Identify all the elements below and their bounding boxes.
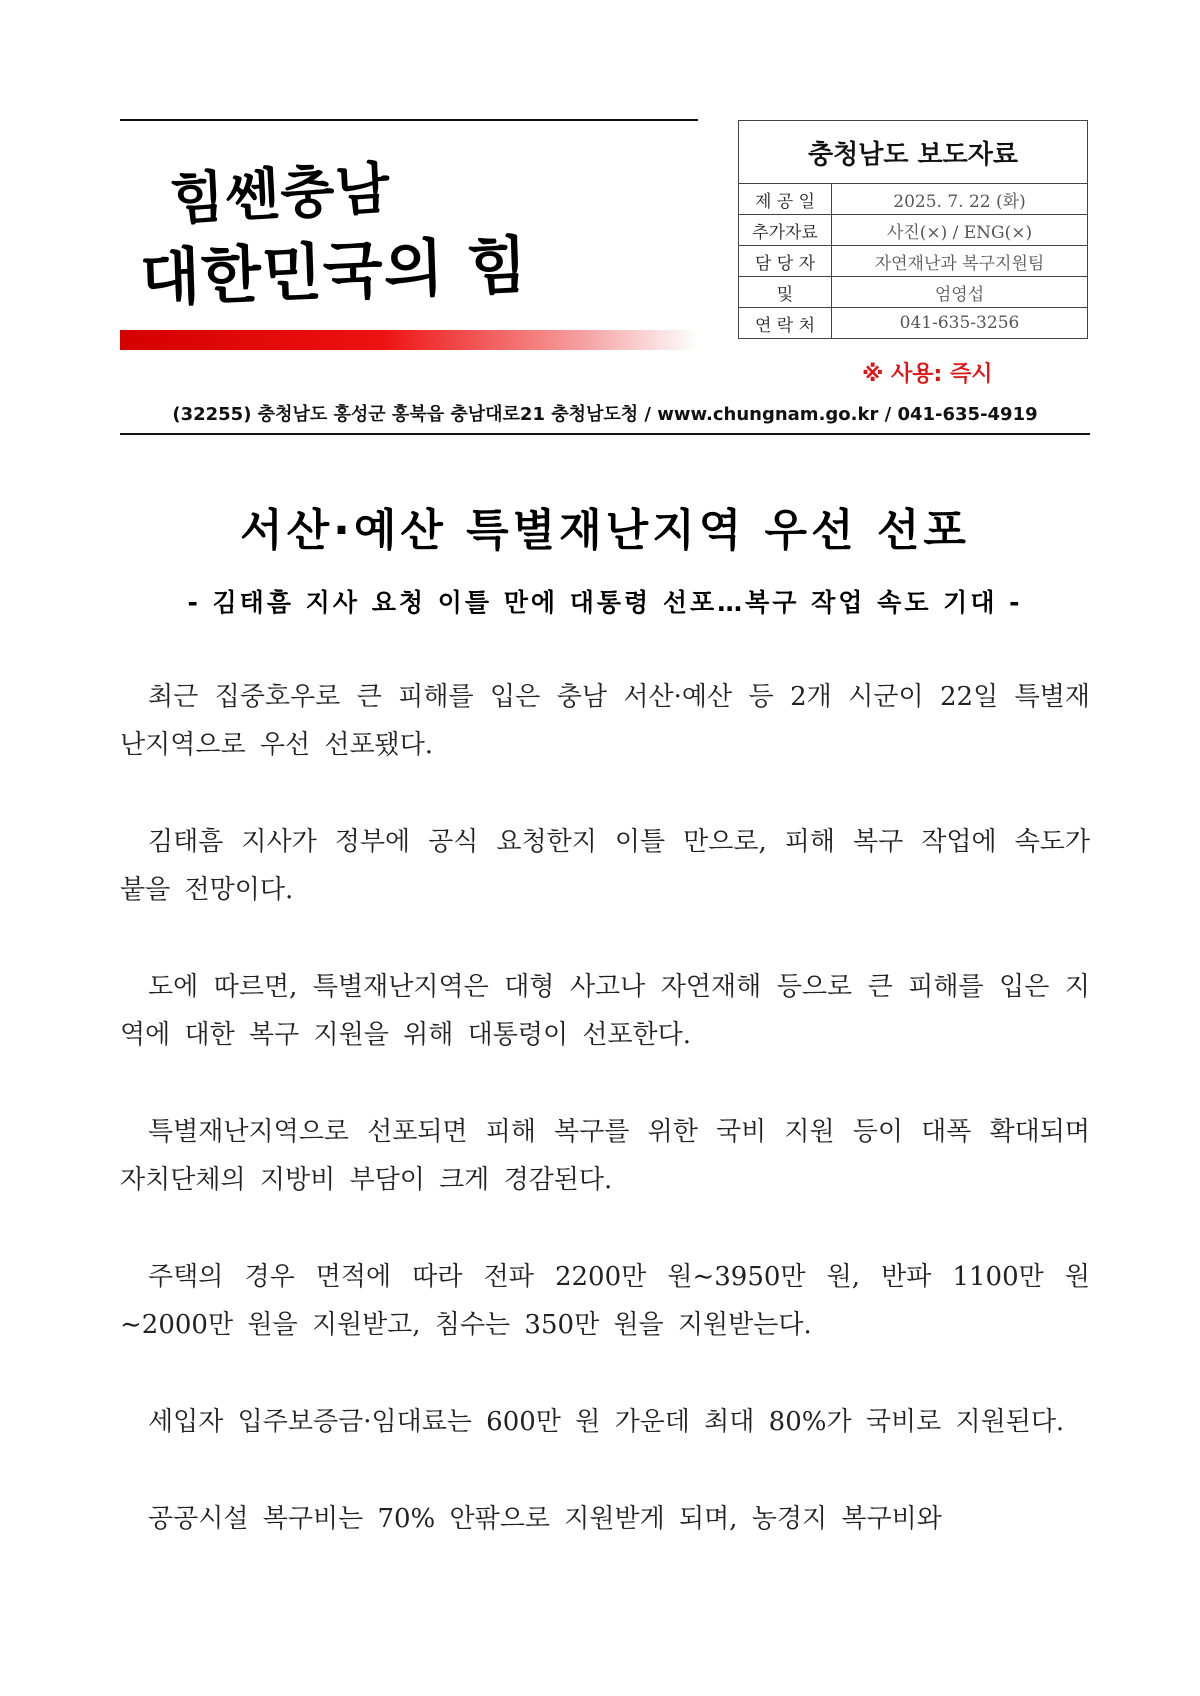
logo-top-rule — [120, 119, 698, 121]
paragraph: 도에 따르면, 특별재난지역은 대형 사고나 자연재해 등으로 큰 피해를 입은 지역에 대한 복구 지원을 위해 대통령이 선포한다. — [120, 972, 1090, 1050]
press-release-info-table — [738, 120, 1088, 339]
contact-label-2: 및 — [739, 277, 832, 308]
attachments-label: 추가자료 — [739, 215, 832, 246]
attachments-value: 사진(×) / ENG(×) — [832, 215, 1088, 246]
paragraph: 최근 집중호우로 큰 피해를 입은 충남 서산·예산 등 2개 시군이 22일 특별재난지역으로 우선 선포됐다. — [120, 682, 1090, 760]
article-subtitle: - 김태흠 지사 요청 이틀 만에 대통령 선포…복구 작업 속도 기대 - — [187, 588, 1023, 617]
red-gradient-bar — [120, 330, 698, 350]
release-title: 충청남도 보도자료 — [739, 121, 1088, 184]
person-value: 엄영섭 — [832, 277, 1088, 308]
address-rule — [120, 433, 1090, 435]
usage-notice: ※ 사용: 즉시 — [862, 362, 993, 387]
contact-label-1: 담 당 자 — [739, 246, 832, 277]
address-line: (32255) 충청남도 홍성군 홍북읍 충남대로21 충청남도청 / www.chungnam.go.kr / 041-635-4919 — [172, 404, 1038, 425]
paragraph: 주택의 경우 면적에 따라 전파 2200만 원∼3950만 원, 반파 1100만 원∼2000만 원을 지원받고, 침수는 350만 원을 지원받는다. — [120, 1262, 1090, 1340]
article-title: 서산·예산 특별재난지역 우선 선포 — [240, 505, 970, 556]
paragraph: 공공시설 복구비는 70% 안팎으로 지원받게 되며, 농경지 복구비와 — [148, 1504, 942, 1534]
release-date-label: 제 공 일 — [739, 184, 832, 215]
slogan-line-1: 힘쎈충남 — [168, 155, 393, 233]
paragraph: 특별재난지역으로 선포되면 피해 복구를 위한 국비 지원 등이 대폭 확대되며 자치단체의 지방비 부담이 크게 경감된다. — [120, 1117, 1090, 1195]
contact-label-3: 연 락 처 — [739, 308, 832, 339]
paragraph: 김태흠 지사가 정부에 공식 요청한지 이틀 만으로, 피해 복구 작업에 속도가 붙을 전망이다. — [120, 827, 1090, 905]
phone-value: 041-635-3256 — [832, 308, 1088, 339]
department-value: 자연재난과 복구지원팀 — [832, 246, 1088, 277]
slogan-line-2: 대한민국의 힘 — [139, 228, 530, 315]
paragraph: 세입자 입주보증금·임대료는 600만 원 가운데 최대 80%가 국비로 지원된다. — [148, 1407, 1065, 1437]
article-body — [120, 673, 1090, 1592]
release-date-value: 2025. 7. 22 (화) — [832, 184, 1088, 215]
